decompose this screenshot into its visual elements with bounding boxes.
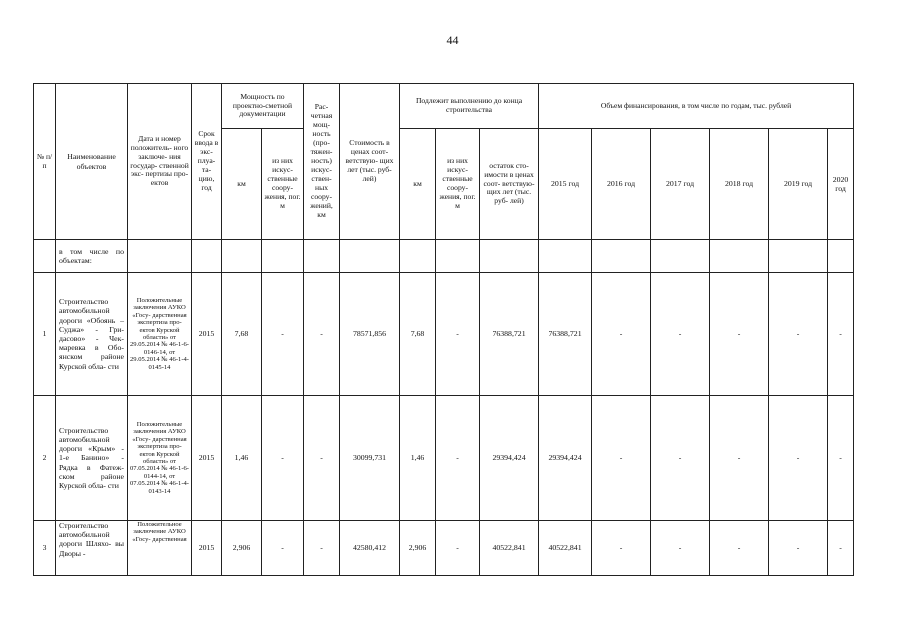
completion-artificial: - [436,521,480,576]
subheader-row [34,240,854,273]
completion-km: 1,46 [400,396,436,521]
objects-financing-table [33,83,854,576]
header-remainder: остаток сто- имости в ценах соот- ветствую- щих лет (тыс. руб- лей) [480,129,539,240]
cost: 42580,412 [340,521,400,576]
header-name: Наименование объектов [56,84,128,240]
fin-2015: 29394,424 [539,396,592,521]
header-row-1 [34,84,854,129]
fin-2017: - [651,521,710,576]
calc-capacity: - [304,521,340,576]
completion-km: 2,906 [400,521,436,576]
calc-capacity: - [304,396,340,521]
fin-2017: - [651,396,710,521]
row-number: 1 [34,273,56,396]
header-financing-group: Объем финансирования, в том числе по годам, тыс. рублей [539,84,854,129]
object-name: Строительство автомобильной дороги «Крым» - 1-е Банино» - Рядка в Фатеж- ском районе Курской обла- сти [56,396,128,521]
row-number: 3 [34,521,56,576]
remainder-cost: 40522,841 [480,521,539,576]
fin-2018: - [710,521,769,576]
remainder-cost: 76388,721 [480,273,539,396]
header-year-2018: 2018 год [710,129,769,240]
fin-2019: - [769,273,828,396]
capacity-km: 2,906 [222,521,262,576]
capacity-artificial: - [262,396,304,521]
completion-artificial: - [436,396,480,521]
commissioning-year: 2015 [192,273,222,396]
fin-2020: - [828,521,854,576]
header-year-2020: 2020 год [828,129,854,240]
header-artificial: из них искус- ственные соору- жения, пог. м [262,129,304,240]
capacity-km: 1,46 [222,396,262,521]
fin-2015: 76388,721 [539,273,592,396]
table-row [34,396,854,521]
object-name: Строительство автомобильной дороги «Обоянь – Суджа» - Гри- дасово» - Чек- маревка в Обо- янском районе Курской обла- сти [56,273,128,396]
row-number: 2 [34,396,56,521]
expertise-conclusion: Положительные заключения АУКО «Госу- дарственная экспертиза про- ектов Курской области» от 07.05.2014 № 46-1-6-0144-14, от 07.05.2014 № 46-1-4-0143-14 [128,396,192,521]
fin-2016: - [592,521,651,576]
header-km-completion: км [400,129,436,240]
header-term: Срок ввода в экс- плуа- та- цию, год [192,84,222,240]
completion-km: 7,68 [400,273,436,396]
cost: 30099,731 [340,396,400,521]
header-completion-group: Подлежит выполнению до конца строительства [400,84,539,129]
table-row [34,273,854,396]
capacity-artificial: - [262,273,304,396]
fin-2019: - [769,396,828,521]
fin-2017: - [651,273,710,396]
fin-2016: - [592,273,651,396]
fin-2020: - [828,396,854,521]
header-km: км [222,129,262,240]
header-no: № п/п [34,84,56,240]
fin-2019: - [769,521,828,576]
commissioning-year: 2015 [192,521,222,576]
capacity-artificial: - [262,521,304,576]
page-number: 44 [446,33,459,47]
cost: 78571,856 [340,273,400,396]
subheader-label: в том числе по объектам: [56,240,128,273]
expertise-conclusion: Положительные заключения АУКО «Госу- дарственная экспертиза про- ектов Курской области» от 29.05.2014 № 46-1-6-0146-14, от 29.05.2014 № 46-1-4-0145-14 [128,273,192,396]
object-name: Строительство автомобильной дороги Шляхо- вы Дворы - [56,521,128,576]
header-cost: Стоимость в ценах соот- ветствую- щих лет (тыс. руб- лей) [340,84,400,240]
completion-artificial: - [436,273,480,396]
fin-2016: - [592,396,651,521]
header-calc-capacity: Рас- четная мощ- ность (про- тяжен- ность) искус- ствен- ных соору- жений, км [304,84,340,240]
fin-2020: - [828,273,854,396]
fin-2018: - [710,396,769,521]
header-year-2017: 2017 год [651,129,710,240]
fin-2015: 40522,841 [539,521,592,576]
expertise-conclusion: Положительное заключение АУКО «Госу- дарственная [128,521,192,576]
calc-capacity: - [304,273,340,396]
header-year-2015: 2015 год [539,129,592,240]
header-year-2016: 2016 год [592,129,651,240]
header-capacity-group: Мощность по проектно-сметной документации [222,84,304,129]
capacity-km: 7,68 [222,273,262,396]
table-row [34,521,854,576]
header-year-2019: 2019 год [769,129,828,240]
fin-2018: - [710,273,769,396]
header-conclusion: Дата и номер положитель- ного заключе- ния государ- ственной экс- пертизы про- ектов [128,84,192,240]
commissioning-year: 2015 [192,396,222,521]
remainder-cost: 29394,424 [480,396,539,521]
header-artificial-completion: из них искус- ственные соору- жения, пог. м [436,129,480,240]
